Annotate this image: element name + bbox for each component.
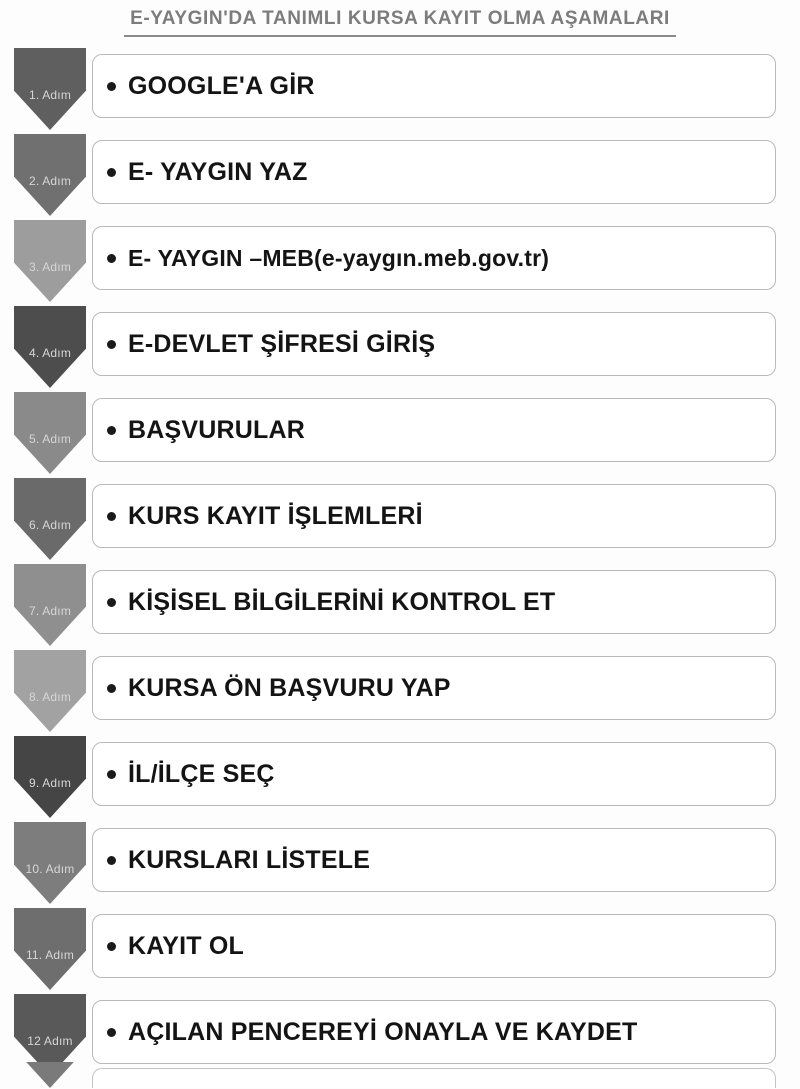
steps-list bbox=[0, 46, 800, 1078]
step-number-label: 4. Adım bbox=[28, 346, 72, 360]
step-row bbox=[0, 476, 800, 562]
chevron-shape bbox=[14, 736, 86, 818]
step-box bbox=[92, 54, 776, 118]
step-box bbox=[92, 140, 776, 204]
chevron-down-icon bbox=[14, 306, 86, 388]
step-box bbox=[92, 484, 776, 548]
step-text: KAYIT OL bbox=[128, 931, 244, 960]
step-box bbox=[92, 914, 776, 978]
bullet-icon bbox=[107, 770, 116, 779]
step-row bbox=[0, 648, 800, 734]
step-box bbox=[92, 656, 776, 720]
chevron-down-icon bbox=[14, 564, 86, 646]
step-number-label: 5. Adım bbox=[28, 432, 72, 446]
page-title: E-YAYGIN'DA TANIMLI KURSA KAYIT OLMA AŞAMALARI bbox=[124, 8, 676, 37]
chevron-shape bbox=[14, 134, 86, 216]
step-text: İL/İLÇE SEÇ bbox=[128, 759, 275, 788]
bullet-icon bbox=[107, 512, 116, 521]
chevron-shape bbox=[14, 48, 86, 130]
chevron-shape bbox=[14, 822, 86, 904]
bullet-icon bbox=[107, 168, 116, 177]
step-text: KURS KAYIT İŞLEMLERİ bbox=[128, 501, 423, 530]
step-number-label: 2. Adım bbox=[28, 174, 72, 188]
step-box-partial bbox=[92, 1068, 776, 1088]
bullet-icon bbox=[107, 1028, 116, 1037]
bullet-icon bbox=[107, 684, 116, 693]
step-text: GOOGLE'A GİR bbox=[128, 71, 315, 100]
step-box bbox=[92, 1000, 776, 1064]
step-row bbox=[0, 304, 800, 390]
step-row bbox=[0, 46, 800, 132]
chevron-down-icon bbox=[14, 392, 86, 474]
step-row bbox=[0, 562, 800, 648]
step-box bbox=[92, 570, 776, 634]
chevron-shape bbox=[14, 478, 86, 560]
step-text: KİŞİSEL BİLGİLERİNİ KONTROL ET bbox=[128, 587, 556, 616]
chevron-shape bbox=[14, 908, 86, 990]
step-row bbox=[0, 820, 800, 906]
step-text: E- YAYGIN YAZ bbox=[128, 157, 308, 186]
chevron-shape bbox=[14, 650, 86, 732]
step-text: BAŞVURULAR bbox=[128, 415, 305, 444]
step-box bbox=[92, 312, 776, 376]
step-number-label: 12 Adım bbox=[27, 1034, 73, 1048]
bullet-icon bbox=[107, 426, 116, 435]
step-number-label: 8. Adım bbox=[28, 690, 72, 704]
chevron-down-icon bbox=[14, 822, 86, 904]
chevron-down-icon bbox=[14, 908, 86, 990]
step-number-label: 10. Adım bbox=[25, 862, 75, 876]
chevron-down-icon bbox=[14, 650, 86, 732]
step-row bbox=[0, 906, 800, 992]
step-row bbox=[0, 218, 800, 304]
step-row bbox=[0, 992, 800, 1078]
step-box bbox=[92, 742, 776, 806]
chevron-down-icon-partial bbox=[14, 1062, 86, 1088]
step-text: KURSA ÖN BAŞVURU YAP bbox=[128, 673, 451, 702]
step-row bbox=[0, 734, 800, 820]
chevron-shape bbox=[14, 1062, 86, 1088]
step-number-label: 7. Adım bbox=[28, 604, 72, 618]
bullet-icon bbox=[107, 598, 116, 607]
step-text: E- YAYGIN –MEB(e-yaygın.meb.gov.tr) bbox=[128, 244, 550, 271]
chevron-down-icon bbox=[14, 736, 86, 818]
step-number-label: 11. Adım bbox=[25, 948, 75, 962]
step-number-label: 1. Adım bbox=[28, 88, 72, 102]
chevron-down-icon bbox=[14, 220, 86, 302]
step-box bbox=[92, 398, 776, 462]
step-number-label: 3. Adım bbox=[28, 260, 72, 274]
bullet-icon bbox=[107, 856, 116, 865]
chevron-shape bbox=[14, 564, 86, 646]
step-text: AÇILAN PENCEREYİ ONAYLA VE KAYDET bbox=[128, 1017, 638, 1046]
step-text: E-DEVLET ŞİFRESİ GİRİŞ bbox=[128, 329, 436, 358]
chevron-down-icon bbox=[14, 48, 86, 130]
chevron-down-icon bbox=[14, 134, 86, 216]
title-container bbox=[0, 8, 800, 37]
chevron-down-icon bbox=[14, 478, 86, 560]
bullet-icon bbox=[107, 340, 116, 349]
chevron-shape bbox=[14, 306, 86, 388]
step-row bbox=[0, 390, 800, 476]
step-number-label: 6. Adım bbox=[28, 518, 72, 532]
chevron-shape bbox=[14, 220, 86, 302]
step-number-label: 9. Adım bbox=[28, 776, 72, 790]
step-text: KURSLARI LİSTELE bbox=[128, 845, 371, 874]
bullet-icon bbox=[107, 942, 116, 951]
bullet-icon bbox=[107, 82, 116, 91]
step-box bbox=[92, 828, 776, 892]
bullet-icon bbox=[107, 254, 116, 263]
step-box bbox=[92, 226, 776, 290]
step-row bbox=[0, 132, 800, 218]
chevron-shape bbox=[14, 392, 86, 474]
